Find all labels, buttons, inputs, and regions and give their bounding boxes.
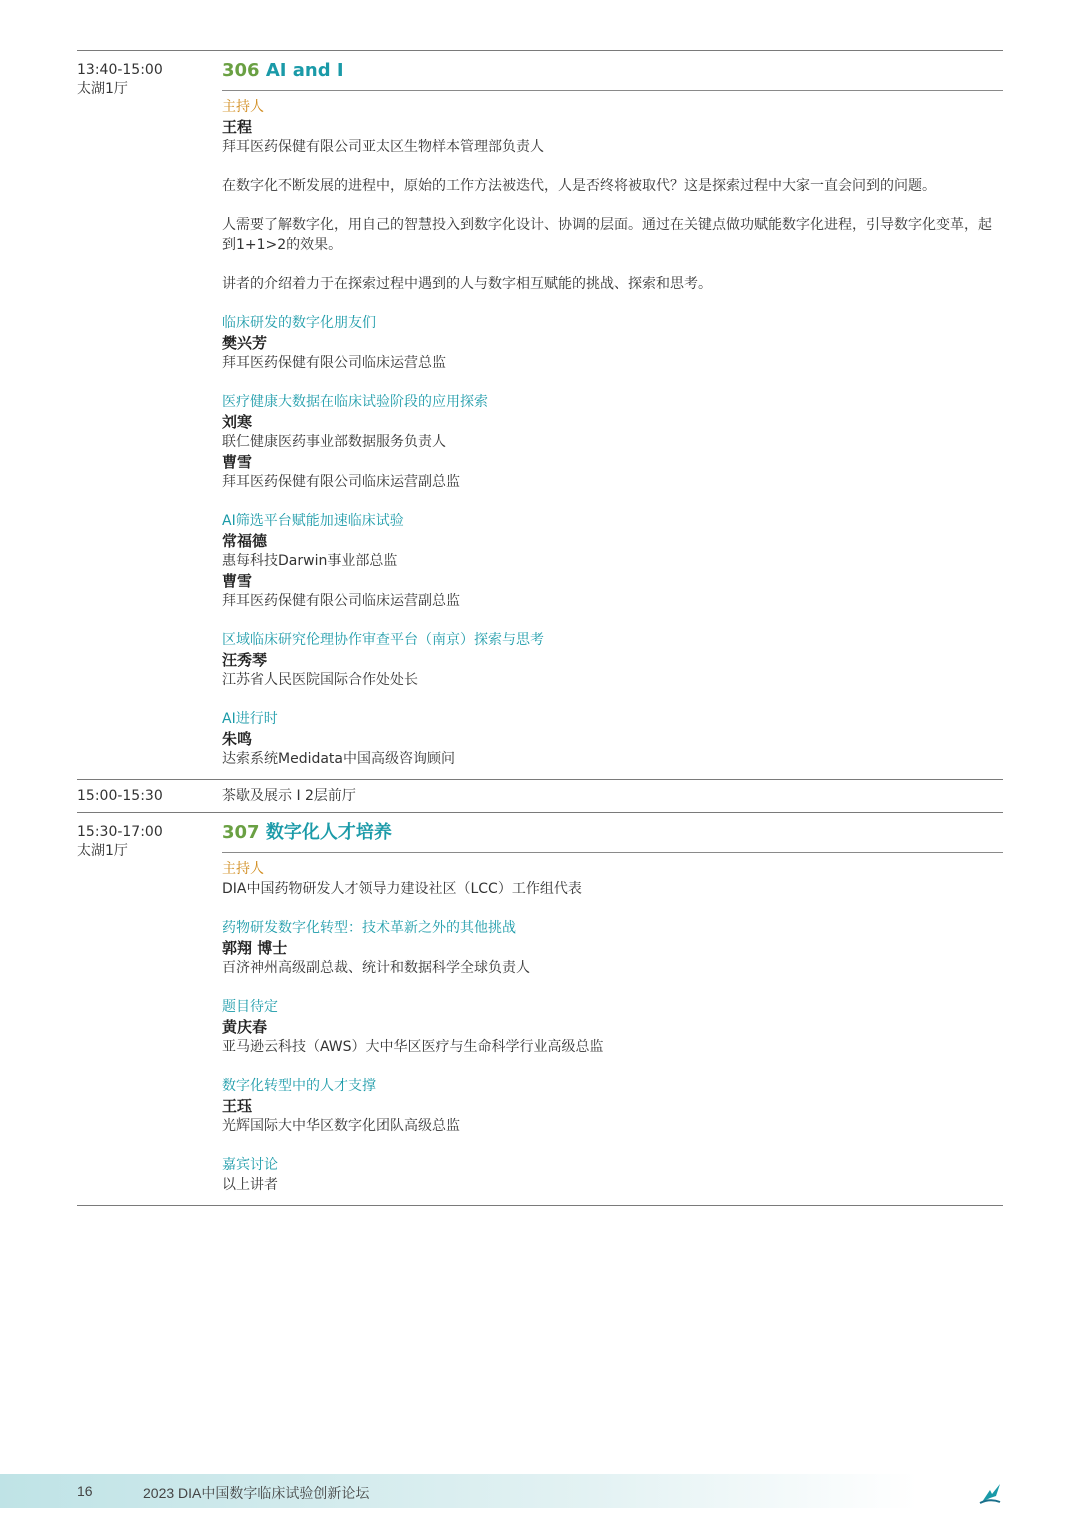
talk-title: 题目待定 [222,999,278,1015]
session-title-text: 数字化人才培养 [265,822,392,843]
session-room: 太湖1厅 [77,81,128,97]
page-number: 16 [77,1483,93,1499]
talk-item [222,709,1003,769]
divider [77,1205,1003,1206]
talk-item [222,392,1003,492]
speaker-name: 郭翔 博士 [222,939,288,957]
host-label: 主持人 [222,861,264,877]
talk-title: AI筛选平台赋能加速临床试验 [222,513,404,529]
speaker-affiliation: 达索系统Medidata中国高级咨询顾问 [222,751,456,767]
break-text: 茶歇及展示 I 2层前厅 [222,788,356,804]
agenda-page [77,50,1003,1206]
talk-item [222,918,1003,978]
session-title [222,813,1003,853]
session-time-block [77,813,222,1205]
talk-title: 医疗健康大数据在临床试验阶段的应用探索 [222,394,488,410]
talk-item [222,630,1003,690]
session-body [222,91,1003,779]
speaker-affiliation: 拜耳医药保健有限公司临床运营副总监 [222,593,460,609]
host-label: 主持人 [222,99,264,115]
speaker-name: 朱鸣 [222,730,253,748]
session-time-block [77,51,222,779]
speaker-name: 刘寒 [222,413,253,431]
speaker-name: 王珏 [222,1097,253,1115]
speaker-affiliation: 江苏省人民医院国际合作处处长 [222,672,418,688]
session-room: 太湖1厅 [77,843,128,859]
speaker-affiliation: 亚马逊云科技（AWS）大中华区医疗与生命科学行业高级总监 [222,1039,604,1055]
speaker-affiliation: 光辉国际大中华区数字化团队高级总监 [222,1118,460,1134]
break-time: 15:00-15:30 [77,788,163,804]
talk-title: 临床研发的数字化朋友们 [222,315,376,331]
speaker-affiliation: 惠每科技Darwin事业部总监 [222,553,398,569]
speaker-affiliation: 联仁健康医药事业部数据服务负责人 [222,434,446,450]
session-307 [77,813,1003,1205]
talk-item [222,511,1003,611]
session-time: 13:40-15:00 [77,62,163,78]
speaker-affiliation: 拜耳医药保健有限公司临床运营副总监 [222,474,460,490]
description-paragraph: 讲者的介绍着力于在探索过程中遇到的人与数字相互赋能的挑战、探索和思考。 [222,276,712,292]
session-title-text: AI and I [265,60,344,81]
panel-title: 嘉宾讨论 [222,1157,278,1173]
speaker-name: 曹雪 [222,453,253,471]
speaker-affiliation: 百济神州高级副总裁、统计和数据科学全球负责人 [222,960,530,976]
speaker-name: 樊兴芳 [222,334,268,352]
talk-item [222,997,1003,1057]
talk-title: AI进行时 [222,711,278,727]
session-body [222,853,1003,1205]
session-number: 306 [222,60,260,81]
talk-title: 数字化转型中的人才支撑 [222,1078,376,1094]
talk-title: 区域临床研究伦理协作审查平台（南京）探索与思考 [222,632,544,648]
talk-item [222,1076,1003,1136]
description-paragraph: 在数字化不断发展的进程中，原始的工作方法被迭代，人是否终将被取代？这是探索过程中大家一直会问到的问题。 [222,178,936,194]
description-paragraph: 人需要了解数字化，用自己的智慧投入到数字化设计、协调的层面。通过在关键点做功赋能数字化进程，引导数字化变革，起到1+1>2的效果。 [222,217,992,253]
speaker-name: 汪秀琴 [222,651,268,669]
speaker-name: 黄庆春 [222,1018,268,1036]
speaker-name: 曹雪 [222,572,253,590]
footer-title: 2023 DIA中国数字临床试验创新论坛 [143,1485,370,1501]
speaker-name: 常福德 [222,532,268,550]
host-affiliation: DIA中国药物研发人才领导力建设社区（LCC）工作组代表 [222,881,582,897]
speaker-affiliation: 拜耳医药保健有限公司临床运营总监 [222,355,446,371]
dia-logo-icon [976,1478,1004,1506]
talk-item [222,313,1003,373]
session-content [222,51,1003,779]
panel-text: 以上讲者 [222,1177,278,1193]
session-content [222,813,1003,1205]
host-affiliation: 拜耳医药保健有限公司亚太区生物样本管理部负责人 [222,139,544,155]
host-name: 王程 [222,118,253,136]
break-row [77,780,1003,812]
panel-item [222,1155,1003,1195]
session-number: 307 [222,822,260,843]
session-title [222,51,1003,91]
session-306 [77,51,1003,779]
page-footer [0,1474,1080,1508]
talk-title: 药物研发数字化转型：技术革新之外的其他挑战 [222,920,516,936]
session-time: 15:30-17:00 [77,824,163,840]
